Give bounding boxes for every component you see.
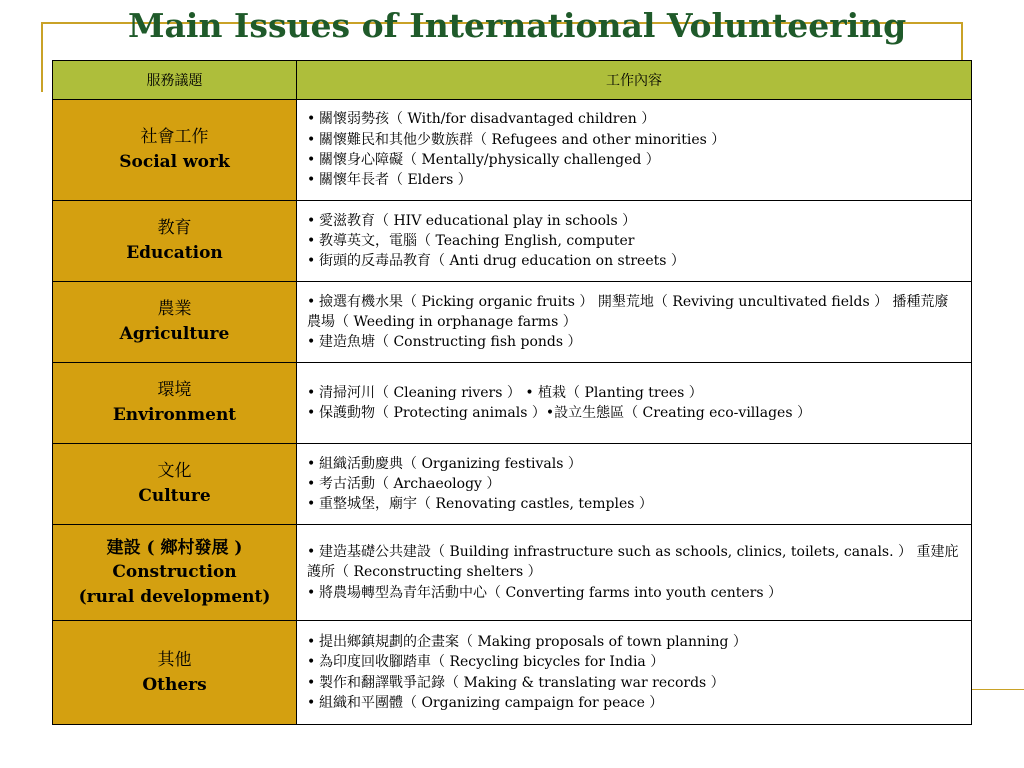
item-text: 清掃河川（ Cleaning rivers ） • 植栽（ Planting trees ） [319,384,703,401]
topic-zh: 農業 [157,299,192,320]
bullet-icon: • [307,232,316,249]
content-cell [297,100,972,201]
item-text: 撿選有機水果（ Picking organic fruits ） 開墾荒地（ Reviving uncultivated fields ） 播種荒廢農場（ Weeding in orphanage farms ） [307,293,949,330]
header-topic: 服務議題 [53,61,297,100]
topic-en: Environment [112,405,237,425]
topic-cell [53,201,297,282]
list-item [307,403,961,423]
list-item [307,652,961,672]
bullet-icon: • [307,496,316,513]
list-item [307,454,961,474]
bullet-icon: • [307,674,316,691]
item-text: 組織活動慶典（ Organizing festivals ） [319,455,582,472]
topic-zh: 建設 ( 鄉村發展 ) [106,537,243,558]
table-row [53,282,972,363]
list-item [307,583,961,603]
bullet-icon: • [307,111,316,128]
list-item [307,383,961,403]
bullet-icon: • [307,475,316,492]
bullet-icon: • [307,253,316,270]
list-item [307,332,961,352]
table-row [53,201,972,282]
topic-en-sub: (rural development) [78,586,271,607]
item-text: 製作和翻譯戰爭記錄（ Making & translating war records ） [319,674,725,691]
list-item [307,673,961,693]
topic-en: Agriculture [119,324,230,344]
topic-zh: 文化 [157,461,192,482]
topic-cell [53,621,297,725]
topic-cell [53,100,297,201]
content-cell [297,621,972,725]
bullet-icon: • [307,384,316,401]
header-content: 工作內容 [297,61,972,100]
table-row [53,525,972,621]
bullet-icon: • [307,131,316,148]
bullet-icon: • [307,544,316,561]
item-text: 保護動物（ Protecting animals ）•設立生態區（ Creating eco-villages ） [319,405,811,421]
item-text: 組織和平團體（ Organizing campaign for peace ） [319,694,664,711]
item-text: 重整城堡，廟宇（ Renovating castles, temples ） [319,496,653,513]
item-text: 建造基礎公共建設（ Building infrastructure such as schools, clinics, toilets, canals. ） 重建庇護所（ Reconstructing shelters ） [307,544,959,581]
item-text: 提出鄉鎮規劃的企畫案（ Making proposals of town planning ） [319,633,747,650]
slide-title: Main Issues of International Volunteering [128,6,907,45]
bullet-icon: • [307,152,316,168]
list-item [307,474,961,494]
bullet-icon: • [307,293,316,310]
bullet-icon: • [307,212,316,229]
topic-zh: 環境 [157,380,192,401]
topic-zh: 社會工作 [140,127,209,148]
list-item [307,693,961,713]
topic-en: Construction [112,562,237,583]
content-cell [297,525,972,621]
list-item [307,231,961,251]
bullet-icon: • [307,172,316,189]
item-text: 關懷身心障礙（ Mentally/physically challenged ） [319,152,660,168]
item-text: 為印度回收腳踏車（ Recycling bicycles for India ） [319,654,665,671]
list-item [307,109,961,129]
item-text: 關懷年長者（ Elders ） [319,172,472,189]
list-item [307,211,961,231]
content-cell [297,444,972,525]
topic-en: Education [126,243,223,263]
topic-en: Others [142,674,207,695]
topic-en: Social work [119,152,230,172]
bullet-icon: • [307,654,316,671]
table-row [53,444,972,525]
list-item [307,130,961,150]
content-cell [297,282,972,363]
topic-cell [53,525,297,621]
list-item [307,150,961,170]
bullet-icon: • [307,584,316,601]
frame-left-line [41,22,43,92]
list-item [307,542,961,583]
item-text: 將農場轉型為青年活動中心（ Converting farms into youth centers ） [319,584,782,601]
item-text: 考古活動（ Archaeology ） [319,475,501,492]
item-text: 關懷弱勢孩（ With/for disadvantaged children ） [319,111,656,128]
list-item [307,292,961,333]
item-text: 建造魚塘（ Constructing fish ponds ） [319,334,582,351]
bullet-icon: • [307,334,316,351]
list-item [307,494,961,514]
topic-cell [53,363,297,444]
topic-zh: 其他 [157,649,192,670]
table-row [53,621,972,725]
item-text: 街頭的反毒品教育（ Anti drug education on streets ） [319,253,685,270]
item-text: 愛滋教育（ HIV educational play in schools ） [319,212,637,229]
table-header-row [53,61,972,100]
topic-cell [53,444,297,525]
bullet-icon: • [307,455,316,472]
table-row [53,363,972,444]
issues-table [52,60,972,725]
topic-zh: 教育 [157,218,192,239]
list-item [307,170,961,190]
table-row [53,100,972,201]
item-text: 教導英文，電腦（ Teaching English, computer [319,232,635,249]
item-text: 關懷難民和其他少數族群（ Refugees and other minorities ） [319,131,726,148]
list-item [307,251,961,271]
bullet-icon: • [307,694,316,711]
bullet-icon: • [307,633,316,650]
bullet-icon: • [307,405,316,421]
topic-cell [53,282,297,363]
list-item [307,632,961,652]
topic-en: Culture [138,486,211,506]
content-cell [297,201,972,282]
content-cell [297,363,972,444]
